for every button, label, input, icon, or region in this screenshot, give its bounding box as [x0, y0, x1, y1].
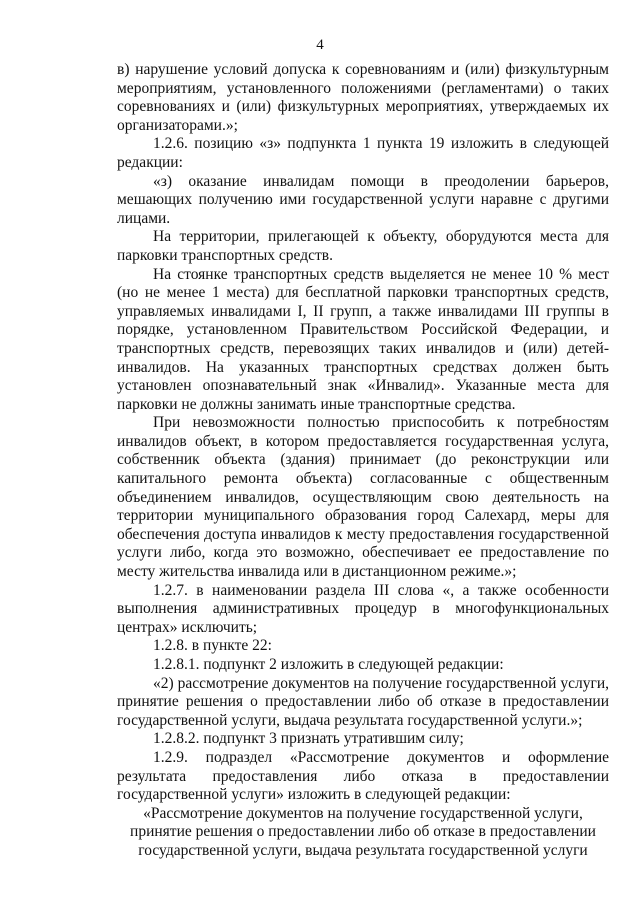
page-number: 4: [316, 37, 324, 53]
paragraph-1-2-8-2: 1.2.8.2. подпункт 3 признать утратившим силу;: [153, 730, 464, 748]
paragraph-1-2-8: 1.2.8. в пункте 22:: [153, 637, 272, 655]
paragraph-parking-territory: На территории, прилегающей к объекту, оборудуются места для парковки транспортных средств.: [117, 228, 609, 264]
paragraph-1-2-8-1: 1.2.8.1. подпункт 2 изложить в следующей редакции:: [153, 656, 504, 673]
document-body: [117, 61, 609, 861]
paragraph-1-2-9: 1.2.9. подраздел «Рассмотрение документов и оформление результата предоставления либо отказа в предоставлении государственной услуги» изложить в следующей редакции:: [117, 748, 609, 804]
paragraph-z-assistance: «з) оказание инвалидам помощи в преодолении барьеров, мешающих получению ими государственной услуги наравне с другими лицами.: [117, 172, 609, 227]
paragraph-accessibility-measures: При невозможности полностью приспособить к потребностям инвалидов объект, в котором предоставляется государственная услуга, собственник объекта (здания) принимает (до реконструкции или капитального ремонта объекта) согласованные с общественным объединением инвалидов, осуществляющим свою деятельность на территории муниципального образования город Салехард, меры для обеспечения доступа инвалидов к месту предоставления государственной услуги либо, когда это возможно, обеспечивает ее предоставление по месту жительства инвалида или в дистанционном режиме.»;: [117, 414, 609, 581]
section-heading: «Рассмотрение документов на получение государственной услуги, принятие решения о предоставлении либо об отказе в предоставлении государственной услуги, выдача результата государственной услуги: [130, 804, 596, 859]
paragraph-v-violation: в) нарушение условий допуска к соревнованиям и (или) физкультурным мероприятиям, установленного положениями (регламентами) о таких соревнованиях и (или) физкультурных мероприятиях, утверждаемых их организаторами.»;: [117, 61, 609, 134]
paragraph-1-2-7: 1.2.7. в наименовании раздела III слова «, а также особенности выполнения административных процедур в многофункциональных центрах» исключить;: [117, 581, 609, 636]
paragraph-1-2-6: 1.2.6. позицию «з» подпункта 1 пункта 19 изложить в следующей редакции:: [117, 135, 609, 171]
paragraph-subitem-2: «2) рассмотрение документов на получение государственной услуги, принятие решения о предоставлении либо об отказе в предоставлении государственной услуги, выдача результата государственной услуги.»;: [117, 674, 609, 729]
paragraph-parking-quota: На стоянке транспортных средств выделяется не менее 10 % мест (но не менее 1 места) для бесплатной парковки транспортных средств, управляемых инвалидами I, II групп, а также инвалидами III группы в порядке, установленном Правительством Российской Федерации, и транспортных средств, перевозящих таких инвалидов и (или) детей-инвалидов. На указанных транспортных средствах должен быть установлен опознавательный знак «Инвалид». Указанные места для парковки не должны занимать иные транспортные средства.: [117, 265, 609, 413]
